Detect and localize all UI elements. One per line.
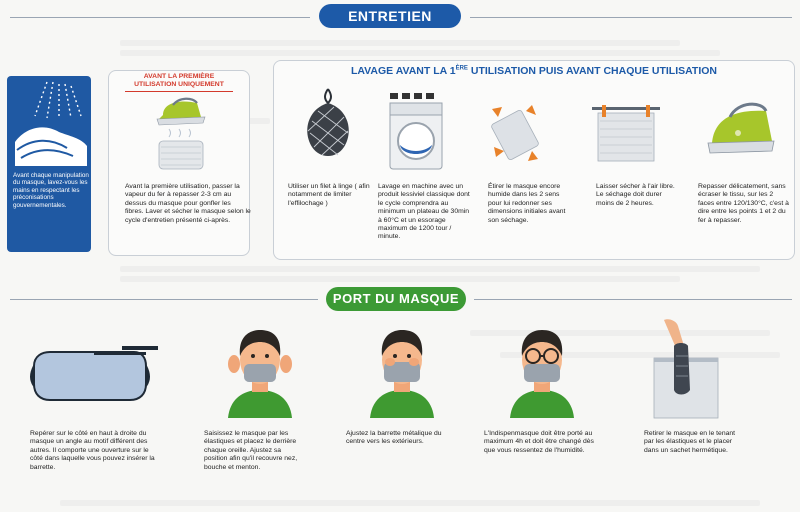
hand-wash-icon [7, 76, 91, 172]
wearing-step-3-text: Ajustez la barrette métalique du centre vers les extérieurs. [346, 430, 442, 446]
person-fitting-mask-icon [220, 326, 300, 418]
stretch-mask-icon [486, 99, 546, 173]
first-use-title-line1: AVANT LA PREMIÈRE [143, 73, 215, 80]
washing-machine-icon [386, 89, 446, 177]
washing-step-1-text: Utiliser un filet à linge ( afin notamment de limiter l'effilochage ) [288, 183, 370, 207]
washing-title-sup: ÈRE [455, 65, 468, 72]
wearing-step-4-text: L'Indispenmasque doit être porté au maximum 4h et doit être changé dès que vous ressentez de l'humidité. [484, 430, 594, 454]
port-rule-left [10, 299, 318, 300]
section-title-port-du-masque: PORT DU MASQUE [326, 287, 466, 311]
wearing-step-1-text: Repérer sur le côté en haut à droite du masque un angle au motif différent des autres. Il comporte une ouverture sur le côté dans laquelle vous pouvez insérer la barrette. [30, 430, 155, 471]
washing-step-2-text: Lavage en machine avec un produit lessiviel classique dont le cycle comprendra au minimum un plateau de 30min à 60°C et un essorage maximum de 1200 tour / minute. [378, 183, 470, 241]
header-rule-left [10, 17, 310, 18]
sealed-bag-icon [646, 316, 726, 420]
first-use-text: Avant la première utilisation, passer la vapeur du fer à repasser 2-3 cm au dessus du masque pour gonfler les fibres. Laver et sécher le masque selon le cycle d'entretien présenté ci-après. [125, 183, 251, 224]
washing-title-main: LAVAGE AVANT LA 1 [350, 65, 456, 77]
header-rule-right [470, 17, 792, 18]
wearing-step-2-text: Saisissez le masque par les élastiques et placez le derrière chaque oreille. Ajustez sa position afin qu'il recouvre nez, bouche et menton. [204, 430, 298, 471]
person-adjusting-bar-icon [362, 326, 442, 418]
first-use-title-line2: UTILISATION UNIQUEMENT [134, 81, 224, 88]
iron-icon [704, 97, 780, 167]
person-wearing-mask-icon [502, 326, 582, 418]
first-use-divider [125, 91, 233, 92]
laundry-net-icon [298, 85, 358, 165]
first-use-title [109, 73, 249, 89]
drying-line-icon [590, 101, 662, 165]
first-use-box [108, 70, 250, 256]
wearing-step-5-text: Retirer le masque en le tenant par les élastiques et le placer dans un sachet hermétique. [644, 430, 736, 454]
steam-iron-icon [151, 95, 211, 175]
washing-title [274, 65, 794, 77]
washing-step-4-text: Laisser sécher à l'air libre. Le séchage doit durer moins de 2 heures. [596, 183, 675, 207]
port-rule-right [474, 299, 792, 300]
mask-with-bar-icon [30, 346, 162, 406]
washing-title-rest: UTILISATION PUIS AVANT CHAQUE UTILISATION [467, 65, 718, 77]
washing-step-5-text: Repasser délicatement, sans écraser le tissu, sur les 2 faces entre 120/130°C, c'est à dire entre les points 1 et 2 du fer à repasser. [698, 183, 789, 224]
washing-box [273, 60, 795, 260]
section-title-entretien: ENTRETIEN [319, 4, 461, 28]
washing-step-3-text: Étirer le masque encore humide dans les 2 sens pour lui redonner ses dimensions initiales avant son séchage. [488, 183, 566, 224]
hand-wash-panel [7, 76, 91, 252]
hand-wash-text: Avant chaque manipulation du masque, lavez-vous les mains en respectant les préconisations gouvernementales. [13, 172, 89, 209]
